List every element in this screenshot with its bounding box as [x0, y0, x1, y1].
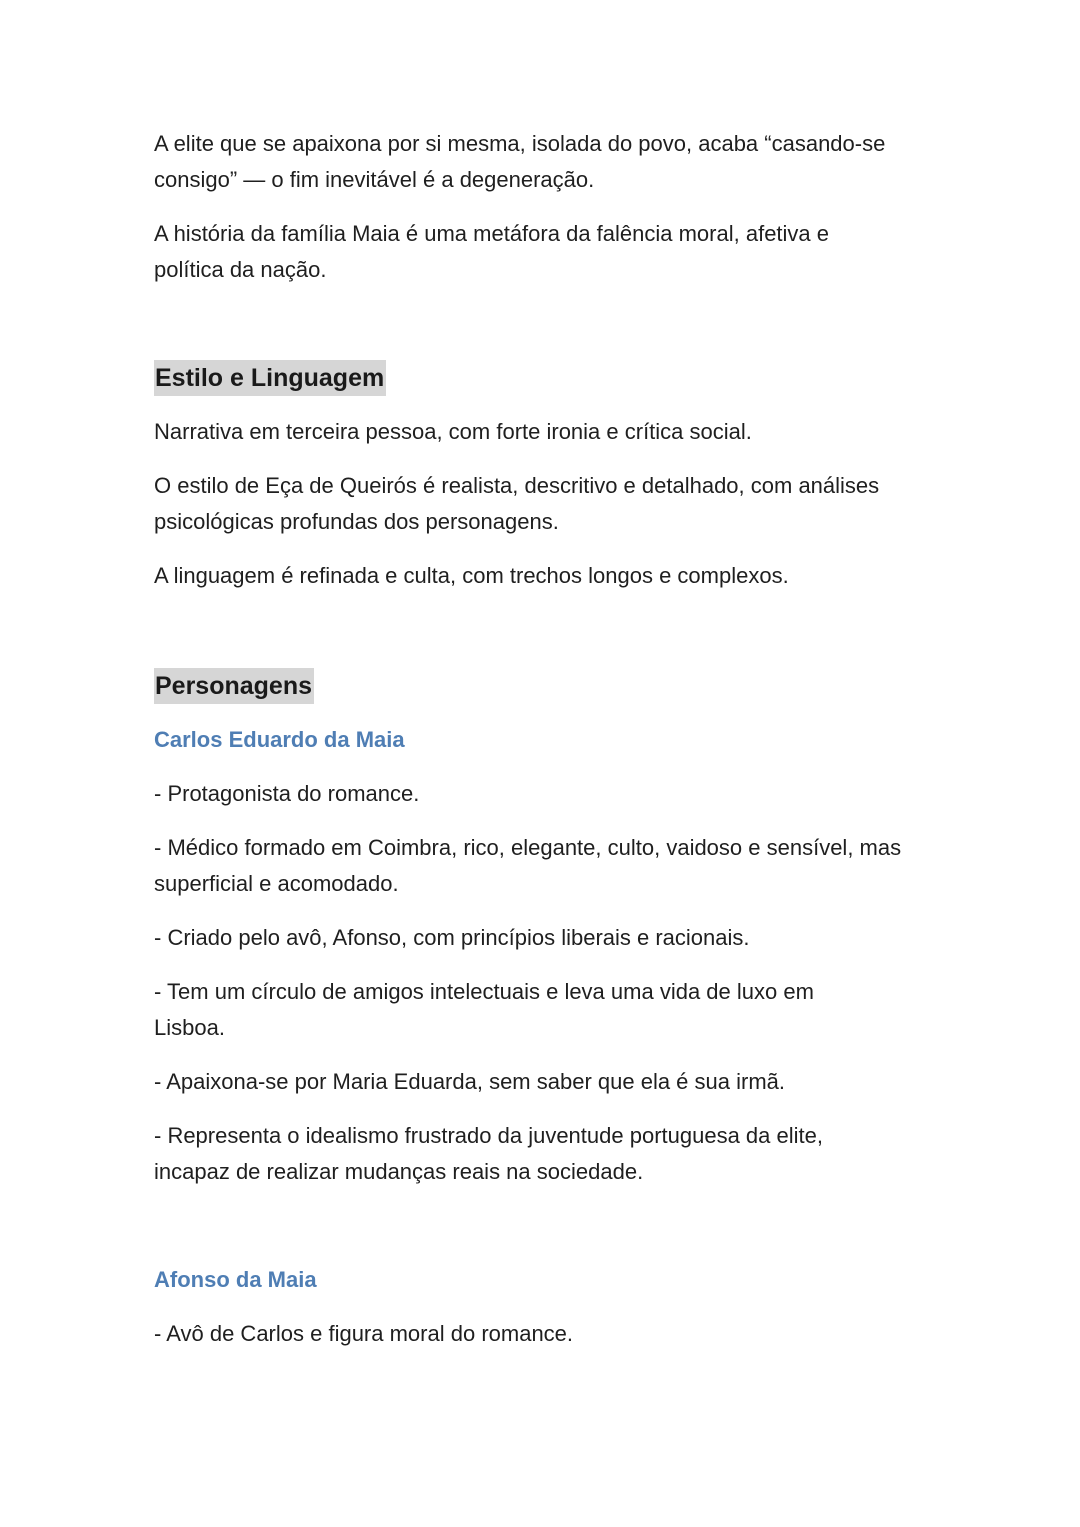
- list-item: - Médico formado em Coimbra, rico, elegante, culto, vaidoso e sensível, mas superficial e acomodado.: [154, 835, 902, 896]
- list-item: - Tem um círculo de amigos intelectuais e leva uma vida de luxo em Lisboa.: [154, 979, 814, 1040]
- estilo-paragraph-3: A linguagem é refinada e culta, com trechos longos e complexos.: [154, 563, 789, 588]
- intro-paragraph-2: A história da família Maia é uma metáfora da falência moral, afetiva e política da nação.: [154, 221, 830, 282]
- section-heading-personagens: Personagens: [154, 668, 314, 704]
- estilo-paragraph-1: Narrativa em terceira pessoa, com forte ironia e crítica social.: [154, 419, 752, 444]
- list-item: - Criado pelo avô, Afonso, com princípios liberais e racionais.: [154, 925, 750, 950]
- intro-paragraph-1: A elite que se apaixona por si mesma, isolada do povo, acaba “casando-se consigo” — o fim inevitável é a degeneração.: [154, 131, 886, 192]
- document-page: [154, 126, 944, 1370]
- section-heading-estilo: Estilo e Linguagem: [154, 360, 386, 396]
- estilo-paragraph-2: O estilo de Eça de Queirós é realista, descritivo e detalhado, com análises psicológicas profundas dos personagens.: [154, 473, 880, 534]
- list-item: - Apaixona-se por Maria Eduarda, sem saber que ela é sua irmã.: [154, 1069, 785, 1094]
- list-item: - Protagonista do romance.: [154, 781, 420, 806]
- character-name-afonso: Afonso da Maia: [154, 1267, 317, 1292]
- list-item: - Representa o idealismo frustrado da juventude portuguesa da elite, incapaz de realizar mudanças reais na sociedade.: [154, 1123, 823, 1184]
- list-item: - Avô de Carlos e figura moral do romance.: [154, 1321, 574, 1346]
- character-name-carlos: Carlos Eduardo da Maia: [154, 727, 405, 752]
